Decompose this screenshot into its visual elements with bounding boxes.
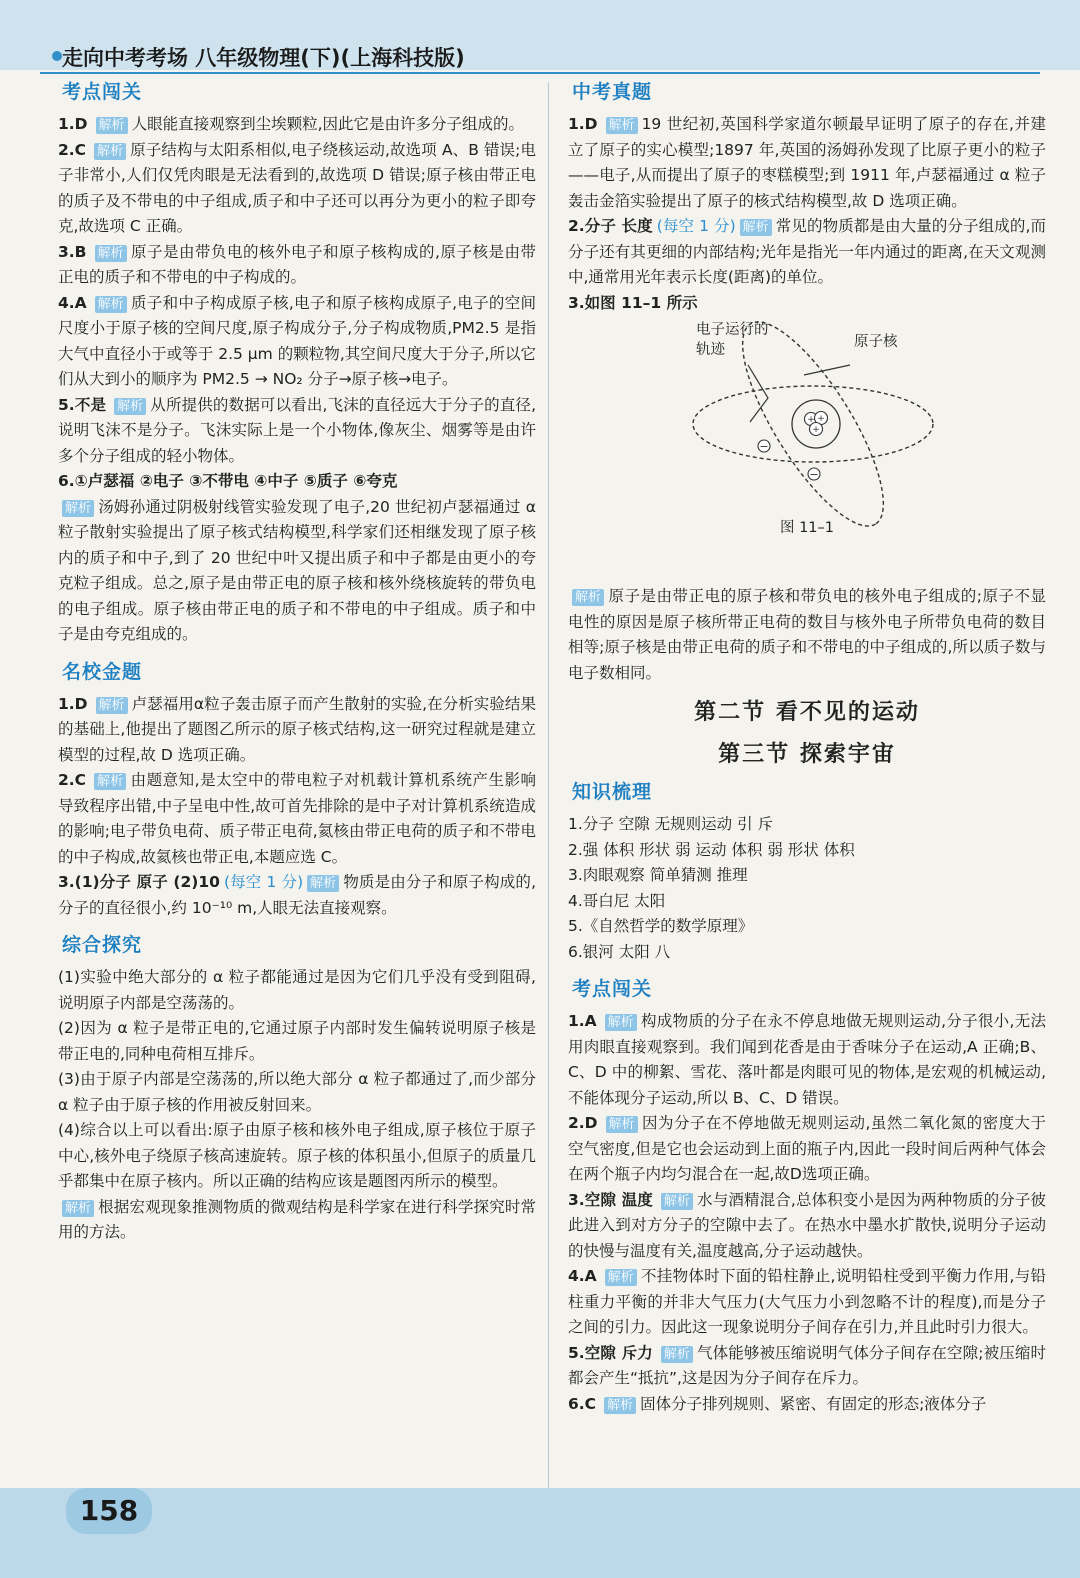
column-divider	[548, 82, 549, 1492]
knowledge-line: 5.《自然哲学的数学原理》	[568, 917, 754, 935]
answer-item	[58, 870, 536, 921]
answer-key: 5.空隙 斥力	[568, 1343, 653, 1362]
answer-text: 不挂物体时下面的铅柱静止,说明铅柱受到平衡力作用,与铅柱重力平衡的并非大气压力(大气压力小到忽略不计的程度),而是分子之间的引力。因此这一现象说明分子间存在引力,并且此时引力很大。	[568, 1267, 1046, 1336]
answer-text: 固体分子排列规则、紧密、有固定的形态;液体分子	[640, 1394, 987, 1413]
answer-text: 因为分子在不停地做无规则运动,虽然二氧化氮的密度大于空气密度,但是它也会运动到上面的瓶子内,因此一段时间后两种气体会在两个瓶子内均匀混合在一起,故D选项正确。	[568, 1114, 1046, 1183]
answer-text: 水与酒精混合,总体积变小是因为两种物质的分子彼此进入到对方分子的空隙中去了。在热水中墨水扩散快,说明分子运动的快慢与温度有关,温度越高,分子运动越快。	[568, 1190, 1046, 1260]
answer-item	[568, 1264, 1046, 1341]
analysis-tag: 解析	[96, 697, 128, 714]
answer-key: 1.A	[568, 1012, 597, 1030]
section-heading-3: 第三节 探索宇宙	[718, 742, 896, 767]
answer-text: 由题意知,是太空中的带电粒子对机载计算机系统产生影响导致程序出错,中子呈电中性,故可首先排除的是中子对计算机系统造成的影响;电子带负电荷、质子带正电荷,氦核由带正电荷的质子和不带电的中子构成,故氦核也带正电,本题应选 C。	[58, 771, 536, 866]
atom-diagram	[568, 320, 1046, 580]
answer-paragraph: (2)因为 α 粒子是带正电的,它通过原子内部时发生偏转说明原子核是带正电的,同种电荷相互排斥。	[58, 1019, 536, 1063]
answer-text: 根据宏观现象推测物质的微观结构是科学家在进行科学探究时常用的方法。	[58, 1197, 536, 1241]
answer-key: 2.分子 长度	[568, 217, 653, 235]
answer-key: 3.如图 11–1 所示	[568, 293, 698, 312]
knowledge-line: 3.肉眼观察 简单猜测 推理	[568, 866, 748, 884]
right-column	[568, 76, 1046, 1417]
svg-text:−: −	[759, 440, 769, 453]
answer-key: 2.D	[568, 1114, 598, 1132]
knowledge-line: 1.分子 空隙 无规则运动 引 斥	[568, 815, 773, 833]
answer-list-kaodian	[58, 112, 536, 648]
section-title-kaodian-2: 考点闯关	[572, 978, 653, 1000]
figure-caption: 图 11–1	[779, 520, 835, 536]
answer-key: 5.不是	[58, 395, 107, 414]
analysis-tag: 解析	[114, 398, 146, 415]
page-header-title: 走向中考考场 八年级物理(下)(上海科技版)	[62, 46, 465, 70]
knowledge-line: 2.强 体积 形状 弱 运动 体积 弱 形状 体积	[568, 840, 855, 859]
label-nucleus: 原子核	[854, 334, 898, 350]
answer-paragraph: (4)综合以上可以看出:原子由原子核和核外电子组成,原子核位于原子中心,核外电子绕原子核高速旋转。原子核的体积虽小,但原子的质量几乎都集中在原子核内。所以正确的结构应该是题图丙所示的模型。	[58, 1121, 536, 1190]
answer-item	[568, 1188, 1046, 1265]
bullet-icon	[52, 51, 62, 61]
answer-key: 6.①卢瑟福 ②电子 ③不带电 ④中子 ⑤质子 ⑥夸克	[58, 472, 398, 490]
analysis-tag: 解析	[605, 1269, 637, 1286]
answer-paragraph: (3)由于原子内部是空荡荡的,所以绝大部分 α 粒子都通过了,而少部分 α 粒子由于原子核的作用被反射回来。	[58, 1070, 536, 1114]
analysis-tag: 解析	[572, 589, 604, 606]
answer-key: 1.D	[568, 115, 598, 133]
section-title-zonghe: 综合探究	[62, 934, 143, 956]
knowledge-line: 4.哥白尼 太阳	[568, 891, 666, 910]
answer-text: 气体能够被压缩说明气体分子间存在空隙;被压缩时都会产生“抵抗”,这是因为分子间存在斥力。	[568, 1343, 1046, 1387]
answer-list-kaodian-2	[568, 1009, 1046, 1417]
answer-item	[58, 469, 536, 495]
answer-key: 3.B	[58, 242, 87, 261]
answer-list-mingxiao	[58, 692, 536, 922]
analysis-tag: 解析	[604, 1397, 636, 1414]
answer-item	[568, 1009, 1046, 1111]
answer-list-zonghe	[58, 965, 536, 1246]
answer-item	[568, 214, 1046, 291]
answer-text: 卢瑟福用α粒子轰击原子而产生散射的实验,在分析实验结果的基础上,他提出了题图乙所示的原子核式结构,这一研究过程就是建立模型的过程,故 D 选项正确。	[58, 694, 536, 764]
analysis-tag: 解析	[606, 117, 638, 134]
page-number: 158	[66, 1488, 152, 1534]
analysis-tag: 解析	[94, 773, 126, 790]
answer-paragraph: (1)实验中绝大部分的 α 粒子都能通过是因为它们几乎没有受到阻碍,说明原子内部是空荡荡的。	[58, 968, 536, 1012]
knowledge-line: 6.银河 太阳 八	[568, 942, 671, 961]
analysis-tag: 解析	[94, 143, 126, 160]
answer-item	[58, 692, 536, 769]
answer-item	[58, 393, 536, 470]
answer-item	[568, 1111, 1046, 1188]
svg-text:+: +	[812, 425, 820, 435]
footer-band	[0, 1488, 1080, 1578]
answer-item	[568, 291, 1046, 317]
svg-text:−: −	[809, 468, 819, 481]
nucleus-pointer-line	[804, 365, 850, 375]
header-rule	[40, 72, 1040, 74]
analysis-tag: 解析	[740, 219, 772, 236]
left-column	[58, 76, 536, 1246]
section-title-zhishi: 知识梳理	[572, 781, 653, 803]
answer-text: 原子是由带正电的原子核和带负电的核外电子组成的;原子不显电性的原因是原子核所带正电荷的数目与核外电子所带负电荷的数目相等;原子核是由带正电荷的质子和不带电的中子组成的,所以质子数与电子数相同。	[568, 587, 1046, 682]
score-note: (每空 1 分)	[656, 217, 736, 235]
analysis-tag: 解析	[95, 245, 127, 262]
answer-item	[58, 240, 536, 291]
section-title-kaodian: 考点闯关	[62, 81, 143, 103]
section-title-mingxiao: 名校金题	[62, 660, 143, 683]
answer-key: 1.D	[58, 115, 88, 133]
answer-key: 1.D	[58, 694, 88, 713]
analysis-tag: 解析	[605, 1014, 637, 1031]
answer-text: 汤姆孙通过阴极射线管实验发现了电子,20 世纪初卢瑟福通过 α 粒子散射实验提出了原子核式结构模型,科学家们还相继发现了原子核内的质子和中子,到了 20 世纪中叶又提出质子和中子都是由更小的夸克粒子组成。总之,原子是由带正电的原子核和核外绕核旋转的带负电的电子组成。原子核由带正电的质子和不带电的中子组成。质子和中子是由夸克组成的。	[58, 497, 536, 643]
answer-key: 2.C	[58, 771, 87, 789]
answer-text: 人眼能直接观察到尘埃颗粒,因此它是由许多分子组成的。	[131, 115, 524, 133]
answer-item	[568, 112, 1046, 214]
answer-analysis	[58, 1195, 536, 1246]
answer-key: 4.A	[58, 293, 87, 312]
section-title-zhongkao: 中考真题	[572, 81, 653, 103]
analysis-tag: 解析	[95, 296, 127, 313]
analysis-tag: 解析	[661, 1346, 693, 1363]
answer-text: 质子和中子构成原子核,电子和原子核构成原子,电子的空间尺度小于原子核的空间尺度,原子构成分子,分子构成物质,PM2.5 是指大气中直径小于或等于 2.5 μm 的颗粒物,其空间尺度大于分子,所以它们从大到小的顺序为 PM2.5 → NO₂ 分子→原子核→电子。	[58, 293, 536, 388]
answer-text: 物质是由分子和原子构成的,分子的直径很小,约 10⁻¹⁰ m,人眼无法直接观察。	[58, 873, 536, 917]
knowledge-list	[568, 812, 1046, 965]
answer-text: 构成物质的分子在永不停息地做无规则运动,分子很小,无法用肉眼直接观察到。我们闻到花香是由于香味分子在运动,A 正确;B、C、D 中的柳絮、雪花、落叶都是肉眼可见的物体,是宏观的机械运动,不能体现分子运动,所以 B、C、D 错误。	[568, 1012, 1046, 1107]
answer-item	[58, 291, 536, 393]
answer-text: 常见的物质都是由大量的分子组成的,而分子还有其更细的内部结构;光年是指光一年内通过的距离,在天文观测中,通常用光年表示长度(距离)的单位。	[568, 217, 1046, 286]
answer-item	[58, 112, 536, 138]
answer-text: 从所提供的数据可以看出,飞沫的直径远大于分子的直径,说明飞沫不是分子。飞沫实际上是一个小物体,像灰尘、烟雾等是由许多个分子组成的轻小物体。	[58, 395, 536, 465]
analysis-tag: 解析	[606, 1116, 638, 1133]
answer-key: 3.空隙 温度	[568, 1190, 653, 1209]
answer-analysis	[58, 495, 536, 648]
answer-text: 原子结构与太阳系相似,电子绕核运动,故选项 A、B 错误;电子非常小,人们仅凭肉眼是无法看到的,故选项 D 错误;原子核由带正电的质子及不带电的中子组成,质子和中子还可以再分为更小的粒子即夸克,故选项 C 正确。	[58, 140, 536, 235]
analysis-tag: 解析	[661, 1193, 693, 1210]
analysis-tag: 解析	[307, 875, 339, 892]
analysis-tag: 解析	[62, 1200, 94, 1217]
analysis-tag: 解析	[62, 500, 94, 517]
orbit-pointer-line	[748, 365, 768, 422]
answer-analysis	[568, 584, 1046, 686]
answer-item	[58, 138, 536, 240]
answer-list-zhongkao	[568, 112, 1046, 686]
answer-item	[568, 1392, 1046, 1418]
answer-key: 2.C	[58, 140, 87, 159]
label-orbit: 电子运行的轨迹	[696, 322, 769, 358]
answer-item	[568, 1341, 1046, 1392]
section-heading-2: 第二节 看不见的运动	[694, 700, 920, 725]
answer-text: 19 世纪初,英国科学家道尔顿最早证明了原子的存在,并建立了原子的实心模型;1897 年,英国的汤姆孙发现了比原子更小的粒子——电子,从而提出了原子的枣糕模型;到 1911 年,卢瑟福通过 α 粒子轰击金箔实验提出了原子的核式结构模型,故 D 选项正确。	[568, 115, 1046, 210]
score-note: (每空 1 分)	[223, 873, 304, 891]
answer-text: 原子是由带负电的核外电子和原子核构成的,原子核是由带正电的质子和不带电的中子构成的。	[58, 242, 536, 286]
answer-item	[58, 768, 536, 870]
answer-key: 3.(1)分子 原子 (2)10	[58, 873, 220, 891]
svg-text:+: +	[817, 414, 825, 424]
answer-key: 4.A	[568, 1267, 597, 1285]
svg-text:+: +	[807, 415, 815, 425]
analysis-tag: 解析	[96, 117, 128, 134]
answer-key: 6.C	[568, 1394, 597, 1413]
